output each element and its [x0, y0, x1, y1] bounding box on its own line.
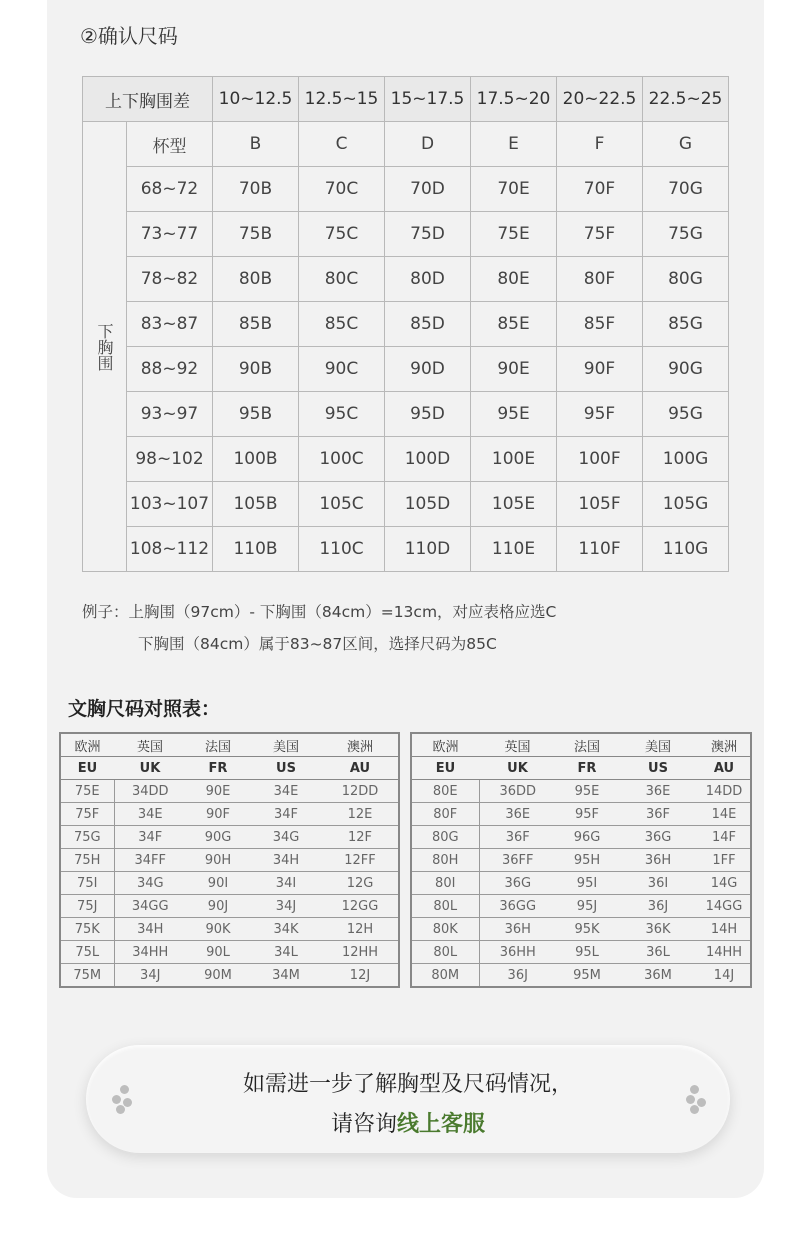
conversion-cell: 12H	[322, 918, 399, 941]
size-cell: 95C	[299, 392, 385, 437]
size-cell: 110G	[643, 527, 729, 572]
size-cell: 95D	[385, 392, 471, 437]
size-cell: 90C	[299, 347, 385, 392]
size-cell: 110B	[213, 527, 299, 572]
conversion-cell: 34GG	[114, 895, 186, 918]
size-cell: 90E	[471, 347, 557, 392]
conversion-cell: 36H	[618, 849, 698, 872]
conversion-cell: 34DD	[114, 780, 186, 803]
conversion-row	[60, 780, 399, 803]
conversion-cell: 95M	[556, 964, 618, 988]
size-cell: 110F	[557, 527, 643, 572]
cup-cell: B	[213, 122, 299, 167]
size-cell: 105E	[471, 482, 557, 527]
conversion-cell: 36E	[618, 780, 698, 803]
conversion-cell: 75I	[60, 872, 114, 895]
conversion-cell: 36FF	[479, 849, 556, 872]
range-cell: 12.5~15	[299, 77, 385, 122]
size-row	[83, 437, 729, 482]
service-prefix: 请咨询	[330, 1112, 397, 1137]
side-label: 下胸围	[83, 122, 127, 572]
conversion-cell: 36K	[618, 918, 698, 941]
conversion-cell: 90M	[186, 964, 250, 988]
conversion-cell: 90E	[186, 780, 250, 803]
conversion-cell: 36E	[479, 803, 556, 826]
size-cell: 80D	[385, 257, 471, 302]
conversion-cell: 75L	[60, 941, 114, 964]
size-cell: 80E	[471, 257, 557, 302]
conversion-cell: 90J	[186, 895, 250, 918]
conversion-cell: 36J	[618, 895, 698, 918]
conversion-cell: 80E	[411, 780, 479, 803]
conversion-title: 文胸尺码对照表：	[68, 698, 221, 720]
size-cell: 85F	[557, 302, 643, 347]
header-code-cell: FR	[186, 757, 250, 780]
band-range-cell: 73~77	[127, 212, 213, 257]
cup-cell: F	[557, 122, 643, 167]
size-table-header-row	[83, 77, 729, 122]
size-cell: 95E	[471, 392, 557, 437]
range-cell: 10~12.5	[213, 77, 299, 122]
header-cn-cell: 澳洲	[322, 733, 399, 757]
conversion-table-left	[59, 732, 400, 988]
band-range-cell: 83~87	[127, 302, 213, 347]
conversion-header-code-row	[411, 757, 751, 780]
size-cell: 80C	[299, 257, 385, 302]
size-cell: 100D	[385, 437, 471, 482]
conversion-cell: 34F	[250, 803, 322, 826]
cup-row	[83, 122, 729, 167]
header-code-cell: US	[250, 757, 322, 780]
size-table	[82, 76, 729, 572]
band-range-cell: 68~72	[127, 167, 213, 212]
cup-cell: E	[471, 122, 557, 167]
size-cell: 75C	[299, 212, 385, 257]
conversion-cell: 90H	[186, 849, 250, 872]
size-cell: 105B	[213, 482, 299, 527]
size-cell: 85C	[299, 302, 385, 347]
band-range-cell: 93~97	[127, 392, 213, 437]
conversion-cell: 14F	[698, 826, 751, 849]
conversion-cell: 95H	[556, 849, 618, 872]
size-cell: 70B	[213, 167, 299, 212]
conversion-cell: 12GG	[322, 895, 399, 918]
size-cell: 75E	[471, 212, 557, 257]
conversion-cell: 90F	[186, 803, 250, 826]
conversion-cell: 36M	[618, 964, 698, 988]
conversion-row	[411, 895, 751, 918]
conversion-cell: 80K	[411, 918, 479, 941]
size-cell: 100B	[213, 437, 299, 482]
size-cell: 90F	[557, 347, 643, 392]
size-cell: 100C	[299, 437, 385, 482]
customer-service-banner[interactable]	[86, 1045, 730, 1153]
size-cell: 95B	[213, 392, 299, 437]
size-cell: 95G	[643, 392, 729, 437]
conversion-cell: 80I	[411, 872, 479, 895]
conversion-cell: 80G	[411, 826, 479, 849]
conversion-row	[60, 826, 399, 849]
conversion-cell: 75M	[60, 964, 114, 988]
conversion-cell: 90L	[186, 941, 250, 964]
band-range-cell: 98~102	[127, 437, 213, 482]
service-line-1: 如需进一步了解胸型及尺码情况，	[242, 1072, 573, 1097]
size-cell: 90G	[643, 347, 729, 392]
conversion-cell: 34F	[114, 826, 186, 849]
size-cell: 70C	[299, 167, 385, 212]
header-cn-cell: 英国	[114, 733, 186, 757]
conversion-row	[411, 780, 751, 803]
header-cn-cell: 澳洲	[698, 733, 751, 757]
conversion-cell: 14J	[698, 964, 751, 988]
conversion-cell: 75J	[60, 895, 114, 918]
conversion-row	[60, 895, 399, 918]
conversion-row	[60, 918, 399, 941]
cup-cell: D	[385, 122, 471, 167]
conversion-cell: 96G	[556, 826, 618, 849]
conversion-cell: 75F	[60, 803, 114, 826]
size-cell: 110C	[299, 527, 385, 572]
conversion-cell: 80L	[411, 895, 479, 918]
dots-icon	[684, 1085, 708, 1115]
size-row	[83, 257, 729, 302]
size-cell: 80G	[643, 257, 729, 302]
conversion-cell: 12G	[322, 872, 399, 895]
conversion-table-right	[410, 732, 752, 988]
conversion-cell: 14E	[698, 803, 751, 826]
example-line-2: 下胸围（84cm）属于83~87区间，选择尺码为85C	[138, 635, 497, 653]
size-cell: 85G	[643, 302, 729, 347]
conversion-cell: 14HH	[698, 941, 751, 964]
size-cell: 85B	[213, 302, 299, 347]
conversion-cell: 34M	[250, 964, 322, 988]
conversion-cell: 34L	[250, 941, 322, 964]
conversion-cell: 34HH	[114, 941, 186, 964]
conversion-cell: 34J	[250, 895, 322, 918]
conversion-cell: 14G	[698, 872, 751, 895]
conversion-row	[60, 941, 399, 964]
conversion-cell: 34E	[250, 780, 322, 803]
conversion-row	[60, 849, 399, 872]
range-cell: 22.5~25	[643, 77, 729, 122]
size-cell: 70G	[643, 167, 729, 212]
conversion-cell: 36H	[479, 918, 556, 941]
conversion-row	[60, 964, 399, 988]
size-row	[83, 212, 729, 257]
conversion-cell: 36GG	[479, 895, 556, 918]
size-cell: 100G	[643, 437, 729, 482]
conversion-cell: 75E	[60, 780, 114, 803]
band-range-cell: 78~82	[127, 257, 213, 302]
conversion-cell: 1FF	[698, 849, 751, 872]
size-cell: 85E	[471, 302, 557, 347]
service-line-2	[86, 1107, 730, 1138]
conversion-cell: 14GG	[698, 895, 751, 918]
conversion-cell: 80F	[411, 803, 479, 826]
conversion-cell: 80H	[411, 849, 479, 872]
size-cell: 100E	[471, 437, 557, 482]
conversion-cell: 34G	[250, 826, 322, 849]
header-code-cell: EU	[60, 757, 114, 780]
conversion-cell: 36L	[618, 941, 698, 964]
conversion-row	[60, 872, 399, 895]
size-row	[83, 482, 729, 527]
conversion-cell: 95K	[556, 918, 618, 941]
online-service-link[interactable]: 线上客服	[397, 1112, 486, 1137]
conversion-cell: 34J	[114, 964, 186, 988]
conversion-cell: 95E	[556, 780, 618, 803]
conversion-cell: 36G	[618, 826, 698, 849]
conversion-cell: 12F	[322, 826, 399, 849]
conversion-cell: 14DD	[698, 780, 751, 803]
conversion-cell: 75G	[60, 826, 114, 849]
header-cn-cell: 美国	[250, 733, 322, 757]
conversion-row	[411, 872, 751, 895]
conversion-cell: 36J	[479, 964, 556, 988]
size-row	[83, 167, 729, 212]
conversion-row	[411, 941, 751, 964]
size-cell: 105C	[299, 482, 385, 527]
conversion-cell: 75K	[60, 918, 114, 941]
conversion-cell: 12E	[322, 803, 399, 826]
size-cell: 70F	[557, 167, 643, 212]
conversion-row	[411, 803, 751, 826]
conversion-cell: 80L	[411, 941, 479, 964]
conversion-header-code-row	[60, 757, 399, 780]
size-row	[83, 302, 729, 347]
header-cn-cell: 法国	[186, 733, 250, 757]
size-row	[83, 392, 729, 437]
size-cell: 110E	[471, 527, 557, 572]
conversion-cell: 34FF	[114, 849, 186, 872]
conversion-cell: 34E	[114, 803, 186, 826]
header-code-cell: AU	[698, 757, 751, 780]
conversion-row	[411, 918, 751, 941]
size-row	[83, 527, 729, 572]
size-cell: 85D	[385, 302, 471, 347]
size-cell: 110D	[385, 527, 471, 572]
size-cell: 105D	[385, 482, 471, 527]
conversion-cell: 95I	[556, 872, 618, 895]
conversion-cell: 75H	[60, 849, 114, 872]
conversion-cell: 90I	[186, 872, 250, 895]
cup-label: 杯型	[127, 122, 213, 167]
range-cell: 15~17.5	[385, 77, 471, 122]
size-cell: 100F	[557, 437, 643, 482]
conversion-cell: 12FF	[322, 849, 399, 872]
header-cn-cell: 英国	[479, 733, 556, 757]
conversion-cell: 12J	[322, 964, 399, 988]
size-cell: 105F	[557, 482, 643, 527]
band-range-cell: 103~107	[127, 482, 213, 527]
header-cn-cell: 欧洲	[60, 733, 114, 757]
conversion-row	[411, 849, 751, 872]
conversion-cell: 12HH	[322, 941, 399, 964]
range-cell: 17.5~20	[471, 77, 557, 122]
size-cell: 75G	[643, 212, 729, 257]
size-cell: 80F	[557, 257, 643, 302]
size-cell: 70D	[385, 167, 471, 212]
size-cell: 95F	[557, 392, 643, 437]
conversion-cell: 90G	[186, 826, 250, 849]
conversion-cell: 12DD	[322, 780, 399, 803]
header-cn-cell: 美国	[618, 733, 698, 757]
size-cell: 90D	[385, 347, 471, 392]
size-cell: 90B	[213, 347, 299, 392]
section-title: ②确认尺码	[80, 24, 178, 48]
cup-cell: C	[299, 122, 385, 167]
conversion-cell: 95J	[556, 895, 618, 918]
band-range-cell: 88~92	[127, 347, 213, 392]
conversion-cell: 34K	[250, 918, 322, 941]
conversion-cell: 95F	[556, 803, 618, 826]
example-line-1: 例子：上胸围（97cm）- 下胸围（84cm）=13cm，对应表格应选C	[82, 603, 557, 621]
header-code-cell: UK	[479, 757, 556, 780]
conversion-cell: 14H	[698, 918, 751, 941]
conversion-cell: 36F	[618, 803, 698, 826]
header-cn-cell: 欧洲	[411, 733, 479, 757]
conversion-row	[411, 964, 751, 988]
range-cell: 20~22.5	[557, 77, 643, 122]
header-code-cell: AU	[322, 757, 399, 780]
conversion-cell: 36DD	[479, 780, 556, 803]
conversion-cell: 34H	[114, 918, 186, 941]
band-range-cell: 108~112	[127, 527, 213, 572]
conversion-cell: 36I	[618, 872, 698, 895]
conversion-cell: 90K	[186, 918, 250, 941]
conversion-header-cn-row	[60, 733, 399, 757]
conversion-row	[411, 826, 751, 849]
conversion-cell: 80M	[411, 964, 479, 988]
conversion-row	[60, 803, 399, 826]
conversion-cell: 34G	[114, 872, 186, 895]
conversion-cell: 36G	[479, 872, 556, 895]
size-cell: 70E	[471, 167, 557, 212]
conversion-cell: 95L	[556, 941, 618, 964]
conversion-header-cn-row	[411, 733, 751, 757]
conversion-cell: 34I	[250, 872, 322, 895]
header-label: 上下胸围差	[83, 77, 213, 122]
header-cn-cell: 法国	[556, 733, 618, 757]
header-code-cell: EU	[411, 757, 479, 780]
size-cell: 105G	[643, 482, 729, 527]
header-code-cell: UK	[114, 757, 186, 780]
cup-cell: G	[643, 122, 729, 167]
conversion-cell: 36F	[479, 826, 556, 849]
size-cell: 75F	[557, 212, 643, 257]
size-row	[83, 347, 729, 392]
conversion-cell: 34H	[250, 849, 322, 872]
size-cell: 75B	[213, 212, 299, 257]
header-code-cell: US	[618, 757, 698, 780]
size-cell: 75D	[385, 212, 471, 257]
header-code-cell: FR	[556, 757, 618, 780]
conversion-cell: 36HH	[479, 941, 556, 964]
size-cell: 80B	[213, 257, 299, 302]
